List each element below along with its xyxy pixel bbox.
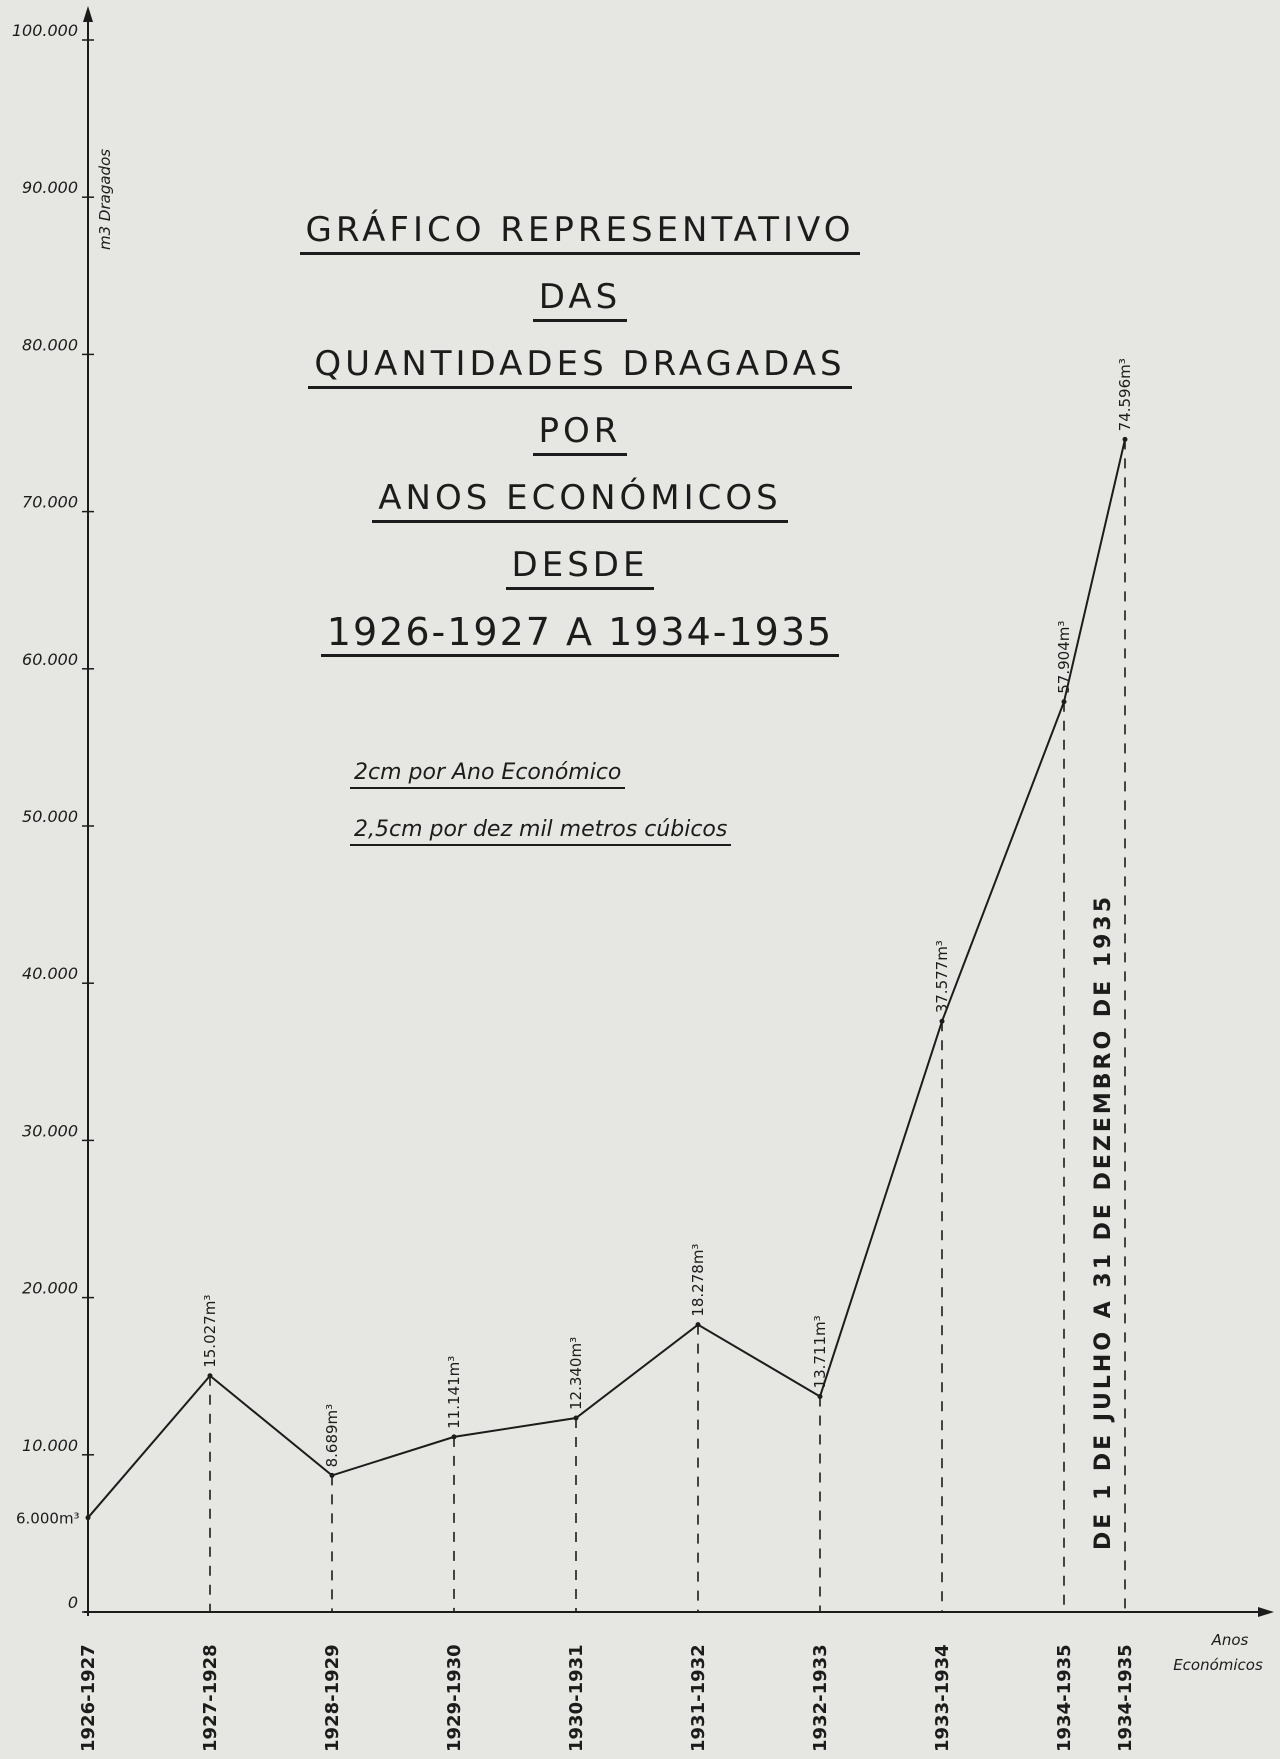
title-line-6: DESDE — [506, 545, 655, 590]
data-label: 11.141m³ — [445, 1355, 463, 1429]
y-tick-label: 80.000 — [22, 335, 78, 355]
y-axis-label: m3 Dragados — [96, 148, 114, 250]
x-tick-label: 1927-1928 — [200, 1644, 221, 1752]
data-label: 12.340m³ — [567, 1336, 585, 1411]
y-axis-arrow — [83, 6, 93, 22]
x-tick-label: 1929-1930 — [444, 1644, 465, 1752]
data-label: 8.689m³ — [323, 1403, 341, 1468]
x-axis-label-line-2: Económicos — [1173, 1656, 1263, 1674]
title-line-1: GRÁFICO REPRESENTATIVO — [300, 210, 861, 255]
title-line-3: QUANTIDADES DRAGADAS — [308, 344, 851, 389]
scale-line-1: 2cm por Ano Económico — [350, 760, 625, 789]
data-point — [1123, 437, 1128, 442]
data-point — [330, 1473, 335, 1478]
y-tick-label: 70.000 — [22, 492, 78, 512]
data-point — [818, 1394, 823, 1399]
y-tick-label: 50.000 — [22, 807, 78, 826]
x-axis-arrow — [1258, 1607, 1274, 1617]
x-tick-label: 1926-1927 — [78, 1644, 99, 1752]
data-point — [696, 1322, 701, 1327]
x-tick-label: 1933-1934 — [932, 1644, 953, 1752]
y-tick-label: 10.000 — [22, 1435, 78, 1455]
x-tick-label: 1932-1933 — [810, 1644, 831, 1752]
title-line-2: DAS — [533, 277, 627, 322]
x-tick-label: 1928-1929 — [322, 1644, 343, 1752]
scale-line-2: 2,5cm por dez mil metros cúbicos — [350, 817, 731, 846]
title-line-5: ANOS ECONÓMICOS — [372, 478, 787, 523]
data-point — [940, 1019, 945, 1024]
title-line-7: 1926-1927 A 1934-1935 — [321, 612, 839, 657]
y-tick-label: 0 — [67, 1593, 78, 1612]
x-tick-label: 1931-1932 — [688, 1644, 709, 1752]
data-label: 6.000m³ — [16, 1509, 80, 1528]
data-point — [208, 1373, 213, 1378]
data-point — [86, 1515, 91, 1520]
data-label: 57.904m³ — [1055, 620, 1073, 694]
data-point — [1062, 699, 1067, 704]
data-point — [452, 1434, 457, 1439]
x-tick-label: 1934-1935 — [1115, 1644, 1136, 1752]
y-tick-label: 90.000 — [22, 178, 78, 198]
y-tick-label: 30.000 — [22, 1121, 78, 1141]
y-tick-label: 100.000 — [11, 21, 78, 40]
data-label: 74.596m³ — [1116, 358, 1134, 432]
data-label: 13.711m³ — [811, 1315, 829, 1389]
y-tick-label: 20.000 — [22, 1278, 78, 1298]
x-tick-label: 1934-1935 — [1054, 1644, 1075, 1752]
data-label: 18.278m³ — [689, 1243, 707, 1317]
x-tick-label: 1930-1931 — [566, 1644, 587, 1752]
scale-note — [350, 760, 731, 874]
data-label: 37.577m³ — [933, 940, 951, 1014]
chart-title — [230, 210, 930, 679]
data-point — [574, 1416, 579, 1421]
data-label: 15.027m³ — [201, 1294, 219, 1368]
x-axis-label: Anos — [1211, 1631, 1249, 1649]
period-annotation: DE 1 DE JULHO A 31 DE DEZEMBRO DE 1935 — [1091, 893, 1116, 1550]
y-tick-label: 40.000 — [22, 964, 78, 984]
title-line-4: POR — [533, 411, 628, 456]
y-tick-label: 60.000 — [22, 649, 78, 669]
